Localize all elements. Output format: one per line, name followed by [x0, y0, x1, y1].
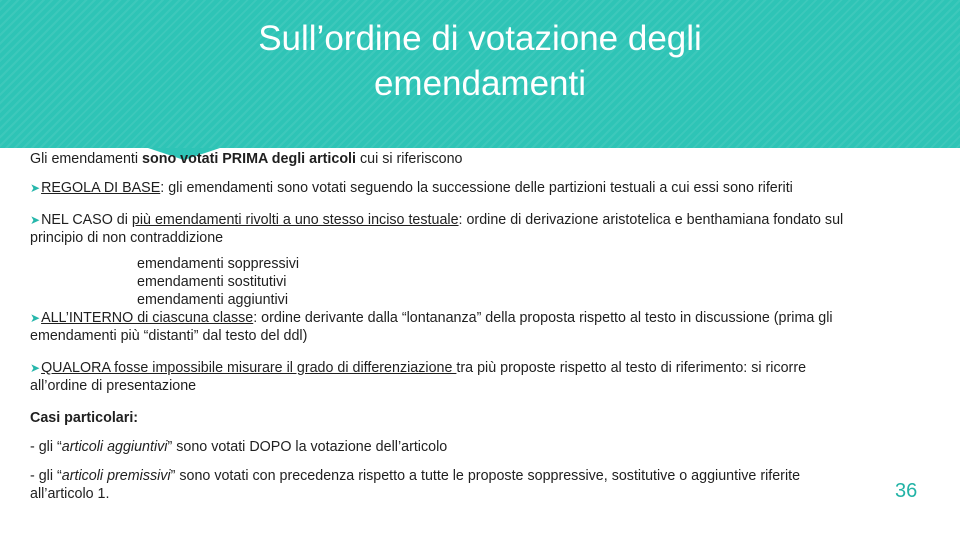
all-interno-label: ALL’INTERNO di ciascuna classe	[41, 310, 254, 326]
all-interno-text: : ordine derivante dalla “lontananza” della proposta rispetto al testo in discussione (prima gli emendamenti più “distanti” dal testo del ddl)	[30, 310, 833, 344]
caso-text: ” sono votati con precedenza rispetto a tutte le proposte soppressive, sostitutive o aggiuntive riferite all’articolo 1.	[30, 468, 801, 502]
slide-title-line1: Sull’ordine di votazione degli	[258, 19, 702, 58]
intro-bold-text: sono votati PRIMA degli articoli	[142, 151, 356, 167]
arrow-pointer-icon: ➤	[30, 213, 41, 227]
regola-label: REGOLA DI BASE	[41, 180, 161, 196]
regola-paragraph	[30, 179, 860, 197]
all-interno-paragraph	[30, 309, 860, 345]
regola-text: : gli emendamenti sono votati seguendo la successione delle partizioni testuali a cui essi sono riferiti	[160, 180, 793, 196]
nel-caso-paragraph	[30, 211, 860, 247]
caso-text: - gli “	[30, 468, 62, 484]
qualora-label: QUALORA fosse impossibile misurare il grado di differenziazione	[41, 360, 457, 376]
qualora-text: tra più proposte rispetto al testo di riferimento: si ricorre all’ordine di presentazione	[30, 360, 807, 394]
casi-particolari-heading: Casi particolari:	[30, 410, 139, 426]
caso-aggiuntivi	[30, 438, 860, 456]
caso-italic-text: articoli aggiuntivi	[61, 439, 168, 455]
slide-title-line2: emendamenti	[373, 64, 587, 103]
intro-paragraph	[30, 150, 860, 168]
intro-tail-text: cui si riferiscono	[356, 151, 463, 167]
arrow-pointer-icon: ➤	[30, 361, 41, 375]
qualora-paragraph	[30, 359, 860, 395]
title-banner	[0, 0, 960, 148]
caso-italic-text: articoli premissivi	[61, 468, 171, 484]
slide-title	[120, 16, 840, 106]
slide-body	[30, 150, 860, 503]
nel-caso-label: NEL CASO di	[41, 212, 132, 228]
caso-text: - gli “	[30, 439, 62, 455]
caso-premissivi	[30, 467, 860, 503]
sublist-item: emendamenti sostitutivi	[137, 274, 287, 290]
arrow-pointer-icon: ➤	[30, 181, 41, 195]
sublist-item: emendamenti aggiuntivi	[137, 292, 289, 308]
nel-caso-underlined: più emendamenti rivolti a uno stesso inciso testuale	[131, 212, 459, 228]
arrow-pointer-icon: ➤	[30, 311, 41, 325]
page-number: 36	[895, 480, 918, 502]
sublist-item: emendamenti soppressivi	[137, 256, 300, 272]
caso-text: ” sono votati DOPO la votazione dell’articolo	[167, 439, 448, 455]
intro-text: Gli emendamenti	[30, 151, 143, 167]
nel-caso-text: : ordine di derivazione aristotelica e benthamiana fondato sul principio di non contraddizione	[30, 212, 844, 246]
